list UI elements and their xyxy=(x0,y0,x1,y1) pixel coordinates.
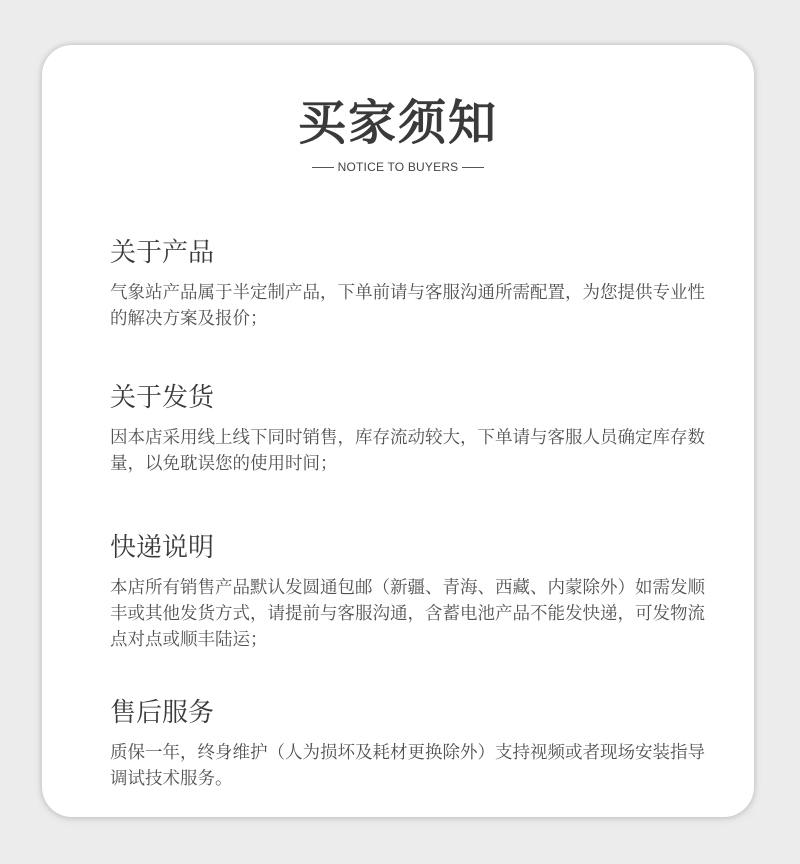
page-subtitle xyxy=(42,160,754,174)
subtitle-right-rule xyxy=(462,167,484,168)
section-about-shipping xyxy=(110,381,710,477)
page-title: 买家须知 xyxy=(297,95,498,151)
section-body: 气象站产品属于半定制产品，下单前请与客服沟通所需配置，为您提供专业性的解决方案及报价； xyxy=(110,283,705,329)
subtitle-left-rule xyxy=(312,167,334,168)
section-after-sales xyxy=(110,696,710,792)
section-heading: 售后服务 xyxy=(110,698,215,728)
notice-card xyxy=(42,45,754,817)
section-express-info xyxy=(110,531,710,653)
subtitle-text: NOTICE TO BUYERS xyxy=(337,160,459,174)
section-heading: 关于发货 xyxy=(110,383,215,413)
section-body: 因本店采用线上线下同时销售，库存流动较大，下单请与客服人员确定库存数量，以免耽误您的使用时间； xyxy=(110,428,705,474)
section-about-product xyxy=(110,236,710,332)
section-body: 本店所有销售产品默认发圆通包邮（新疆、青海、西藏、内蒙除外）如需发顺丰或其他发货方式，请提前与客服沟通，含蓄电池产品不能发快递，可发物流点对点或顺丰陆运； xyxy=(110,578,705,650)
section-heading: 关于产品 xyxy=(110,238,215,268)
section-heading: 快递说明 xyxy=(110,533,215,563)
section-body: 质保一年，终身维护（人为损坏及耗材更换除外）支持视频或者现场安装指导调试技术服务。 xyxy=(110,743,705,789)
